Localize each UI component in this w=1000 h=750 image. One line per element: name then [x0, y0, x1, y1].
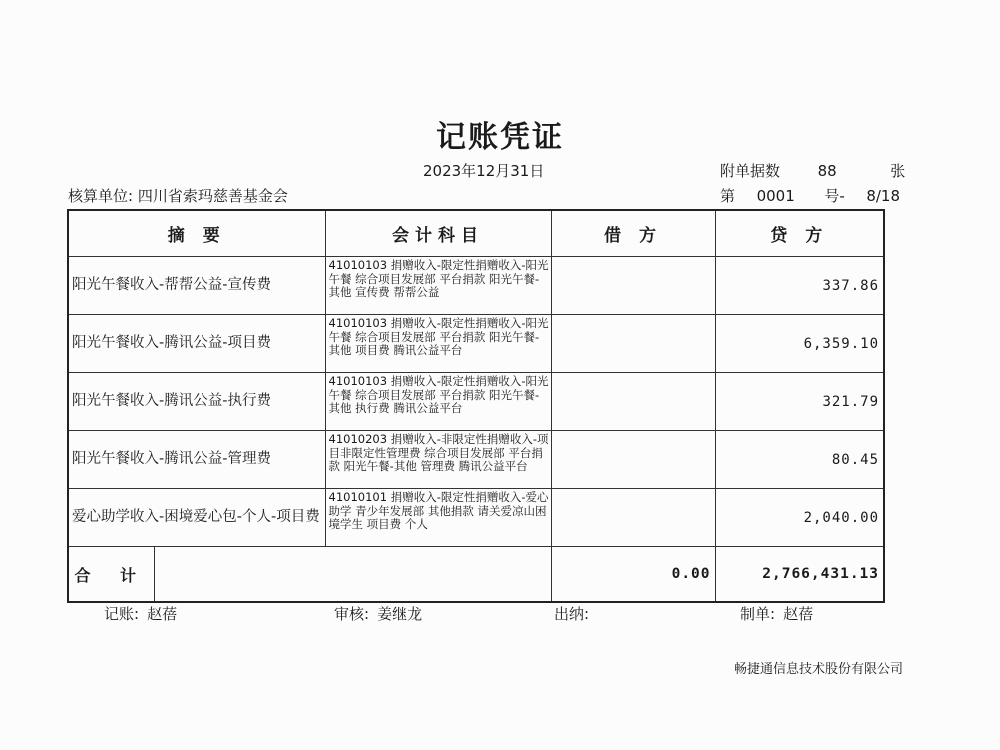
voucher-number	[720, 185, 900, 206]
software-company: 畅捷通信息技术股份有限公司	[734, 662, 904, 677]
row-summary: 爱心助学收入-困境爱心包-个人-项目费	[68, 489, 325, 547]
row-summary: 阳光午餐收入-腾讯公益-管理费	[68, 431, 325, 489]
total-debit: 0.00	[551, 547, 715, 603]
reviewer-name: 姜继龙	[377, 605, 423, 623]
total-credit: 2,766,431.13	[715, 547, 884, 603]
total-blank	[154, 547, 551, 603]
voucher-title: 记账凭证	[436, 120, 564, 155]
signature-cashier	[554, 603, 597, 624]
row-account: 41010203 捐赠收入-非限定性捐赠收入-项目非限定性管理费 综合项目发展部 平台捐款 阳光午餐-其他 管理费 腾讯公益平台	[325, 431, 551, 489]
table-row	[68, 373, 884, 431]
total-label: 合 计	[68, 547, 154, 603]
preparer-name: 赵蓓	[783, 605, 814, 623]
table-row	[68, 431, 884, 489]
bookkeeper-label: 记账:	[104, 605, 140, 623]
row-debit	[551, 489, 715, 547]
row-summary: 阳光午餐收入-帮帮公益-宣传费	[68, 257, 325, 315]
signature-reviewer	[334, 603, 422, 624]
attachment-number: 88	[817, 162, 837, 180]
table-header-row	[68, 210, 884, 257]
table-row	[68, 315, 884, 373]
unit-value: 四川省索玛慈善基金会	[137, 187, 288, 205]
row-debit	[551, 315, 715, 373]
header-account: 会计科目	[325, 210, 551, 257]
preparer-label: 制单:	[740, 605, 776, 623]
voucher-page: 8/18	[866, 187, 900, 205]
total-row	[68, 547, 884, 603]
row-credit: 80.45	[715, 431, 884, 489]
row-summary: 阳光午餐收入-腾讯公益-项目费	[68, 315, 325, 373]
unit-label: 核算单位:	[68, 187, 134, 205]
row-credit: 321.79	[715, 373, 884, 431]
voucher-table	[67, 209, 885, 603]
header-summary: 摘 要	[68, 210, 325, 257]
row-account: 41010103 捐赠收入-限定性捐赠收入-阳光午餐 综合项目发展部 平台捐款 阳光午餐-其他 执行费 腾讯公益平台	[325, 373, 551, 431]
attachment-suffix: 张	[890, 162, 906, 180]
row-summary: 阳光午餐收入-腾讯公益-执行费	[68, 373, 325, 431]
table-row	[68, 257, 884, 315]
row-account: 41010101 捐赠收入-限定性捐赠收入-爱心助学 青少年发展部 其他捐款 请关爱凉山困境学生 项目费 个人	[325, 489, 551, 547]
accounting-unit	[68, 185, 288, 206]
attachment-count	[720, 160, 905, 181]
row-debit	[551, 431, 715, 489]
row-credit: 2,040.00	[715, 489, 884, 547]
row-credit: 6,359.10	[715, 315, 884, 373]
bookkeeper-name: 赵蓓	[147, 605, 178, 623]
voucher-no: 0001	[756, 187, 795, 205]
header-debit: 借 方	[551, 210, 715, 257]
reviewer-label: 审核:	[334, 605, 370, 623]
row-credit: 337.86	[715, 257, 884, 315]
signature-bookkeeper	[104, 603, 177, 624]
cashier-label: 出纳:	[554, 605, 590, 623]
row-debit	[551, 373, 715, 431]
voucher-date: 2023年12月31日	[423, 162, 545, 180]
table-row	[68, 489, 884, 547]
row-debit	[551, 257, 715, 315]
attachment-label: 附单据数	[720, 162, 781, 180]
row-account: 41010103 捐赠收入-限定性捐赠收入-阳光午餐 综合项目发展部 平台捐款 阳光午餐-其他 宣传费 帮帮公益	[325, 257, 551, 315]
voucher-mid: 号-	[824, 187, 845, 205]
voucher-prefix: 第	[720, 187, 736, 205]
signature-preparer	[740, 603, 813, 624]
row-account: 41010103 捐赠收入-限定性捐赠收入-阳光午餐 综合项目发展部 平台捐款 阳光午餐-其他 项目费 腾讯公益平台	[325, 315, 551, 373]
header-credit: 贷 方	[715, 210, 884, 257]
